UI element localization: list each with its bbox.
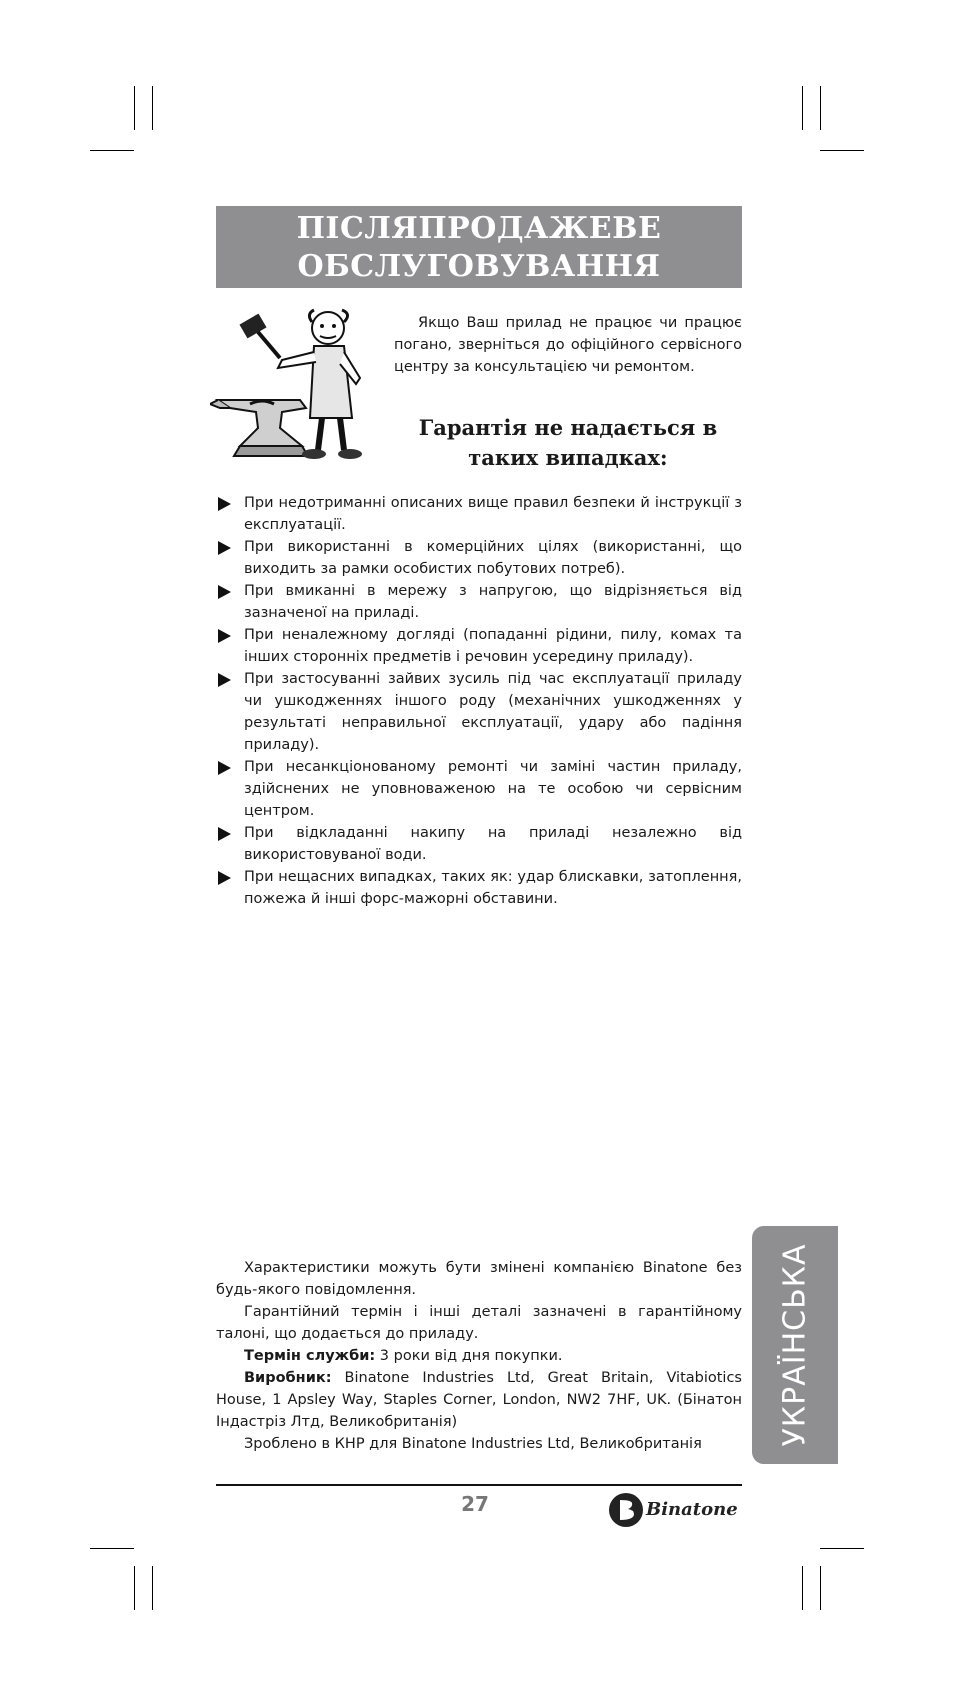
service-life (216, 1345, 742, 1367)
list-item-text: При недотриманні описаних вище правил безпеки й інструкції з експлуатації. (244, 495, 742, 533)
made-in-note: Зроблено в КНР для Binatone Industries Ltd, Великобританія (244, 1436, 702, 1452)
spec-change-note: Характеристики можуть бути змінені компанією Binatone без будь-якого повідомлення. (216, 1260, 742, 1298)
arrow-bullet-icon (218, 497, 231, 511)
list-item-text: При нещасних випадках, таких як: удар блискавки, затоплення, пожежа й інші форс-мажорні обставини. (244, 869, 742, 907)
language-tab-label: УКРАЇНСЬКА (777, 1243, 813, 1447)
arrow-bullet-icon (218, 585, 231, 599)
list-item (216, 668, 742, 756)
service-life-value: 3 роки від дня покупки. (375, 1348, 563, 1364)
arrow-bullet-icon (218, 673, 231, 687)
crop-mark (820, 1566, 821, 1610)
crop-mark (820, 86, 821, 130)
crop-mark (802, 1566, 803, 1610)
crop-mark (90, 1548, 134, 1549)
page-title-line-1: ПІСЛЯПРОДАЖЕВЕ (296, 211, 662, 246)
list-item (216, 822, 742, 866)
arrow-bullet-icon (218, 871, 231, 885)
page-title-line-2: ОБСЛУГОВУВАННЯ (297, 249, 661, 284)
list-item-text: При неналежному догляді (попаданні рідини, пилу, комах та інших сторонніх предметів і речовин усередину приладу). (244, 627, 742, 665)
list-item-text: При відкладанні накипу на приладі незалежно від використовуваної води. (244, 825, 742, 863)
exclusions-list (216, 492, 742, 910)
list-item-text: При несанкціонованому ремонті чи заміні частин приладу, здійснених не уповноваженою на те особою чи сервісним центром. (244, 759, 742, 819)
language-tab (752, 1226, 838, 1464)
warranty-term-note: Гарантійний термін і інші деталі зазначені в гарантійному талоні, що додається до приладу. (216, 1304, 742, 1342)
crop-mark (820, 1548, 864, 1549)
warranty-heading-line-2: таких випадках: (468, 445, 668, 470)
list-item (216, 536, 742, 580)
brand-name: Binatone (646, 1499, 738, 1520)
list-item (216, 492, 742, 536)
arrow-bullet-icon (218, 827, 231, 841)
crop-mark (90, 150, 134, 151)
list-item-text: При застосуванні зайвих зусиль під час експлуатації приладу чи ушкодженнях іншого роду (механічних ушкодженнях у результаті неправильної експлуатації, удару або падіння приладу). (244, 671, 742, 753)
page-number: 27 (461, 1492, 489, 1516)
footer-divider (216, 1484, 742, 1486)
arrow-bullet-icon (218, 541, 231, 555)
blacksmith-illustration (210, 308, 385, 468)
list-item (216, 580, 742, 624)
warranty-heading (394, 413, 742, 473)
list-item-text: При вмиканні в мережу з напругою, що відрізняється від зазначеної на приладі. (244, 583, 742, 621)
manufacturer (216, 1367, 742, 1433)
page-title (216, 206, 742, 288)
list-item (216, 624, 742, 668)
arrow-bullet-icon (218, 629, 231, 643)
crop-mark (152, 86, 153, 130)
list-item-text: При використанні в комерційних цілях (використанні, що виходить за рамки особистих побутових потреб). (244, 539, 742, 577)
service-life-label: Термін служби: (244, 1348, 376, 1364)
crop-mark (134, 86, 135, 130)
crop-mark (134, 1566, 135, 1610)
footer-info (216, 1257, 742, 1455)
list-item (216, 866, 742, 910)
crop-mark (820, 150, 864, 151)
manufacturer-value: Binatone Industries Ltd, Great Britain, Vitabiotics House, 1 Apsley Way, Staples Corner, London, NW2 7HF, UK. (Бінатон Індастріз Лтд, Великобританія) (216, 1370, 742, 1430)
warranty-heading-line-1: Гарантія не надається в (418, 415, 718, 440)
manufacturer-label: Виробник: (244, 1370, 332, 1386)
intro-text: Якщо Ваш прилад не працює чи працює погано, зверніться до офіційного сервісного центру за консультацією чи ремонтом. (394, 315, 742, 375)
crop-mark (152, 1566, 153, 1610)
crop-mark (802, 86, 803, 130)
arrow-bullet-icon (218, 761, 231, 775)
list-item (216, 756, 742, 822)
